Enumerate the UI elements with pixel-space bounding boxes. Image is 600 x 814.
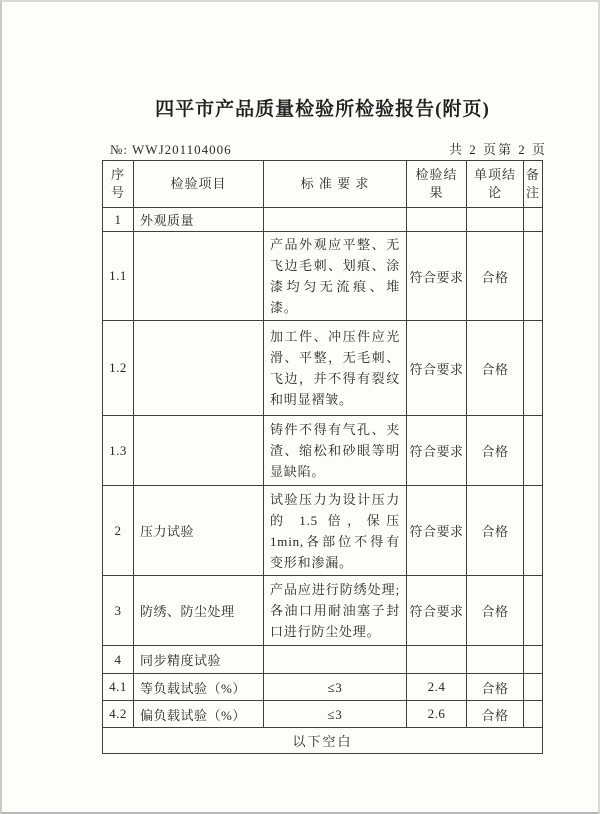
cell-standard: 加工件、冲压件应光滑、平整，无毛刺、飞边，并不得有裂纹和明显褶皱。 (264, 321, 407, 416)
cell-item: 防绣、防尘处理 (134, 576, 264, 646)
doc-meta-row (110, 139, 547, 158)
cell-note (524, 646, 543, 674)
cell-no: 1.3 (103, 416, 134, 486)
table-row (103, 486, 543, 576)
cell-result: 符合要求 (407, 576, 467, 646)
inspection-table (102, 160, 543, 754)
cell-conclusion: 合格 (467, 232, 524, 321)
table-row (103, 674, 543, 701)
cell-result: 符合要求 (407, 232, 467, 321)
cell-item: 等负载试验（%） (134, 674, 264, 701)
cell-standard (264, 208, 407, 232)
cell-result: 符合要求 (407, 321, 467, 416)
cell-result: 符合要求 (407, 486, 467, 576)
cell-no: 1 (103, 208, 134, 232)
cell-result: 2.6 (407, 701, 467, 728)
table-row (103, 576, 543, 646)
doc-number (110, 142, 232, 158)
cell-standard: 产品外观应平整、无飞边毛刺、划痕、涂漆均匀无流痕、堆漆。 (264, 232, 407, 321)
table-row (103, 416, 543, 486)
blank-below-label: 以下空白 (103, 728, 543, 754)
table-row (103, 321, 543, 416)
cell-no: 4.1 (103, 674, 134, 701)
cell-conclusion: 合格 (467, 576, 524, 646)
cell-standard: ≤3 (264, 701, 407, 728)
cell-item: 偏负载试验（%） (134, 701, 264, 728)
table-header-row (103, 161, 543, 208)
cell-note (524, 208, 543, 232)
doc-number-value: WWJ201104006 (132, 142, 232, 157)
header-no: 序号 (103, 161, 134, 208)
cell-conclusion: 合格 (467, 416, 524, 486)
cell-standard (264, 646, 407, 674)
cell-conclusion (467, 646, 524, 674)
cell-note (524, 486, 543, 576)
cell-no: 4.2 (103, 701, 134, 728)
cell-conclusion: 合格 (467, 486, 524, 576)
cell-no: 2 (103, 486, 134, 576)
cell-note (524, 232, 543, 321)
cell-standard: ≤3 (264, 674, 407, 701)
cell-item (134, 416, 264, 486)
cell-item (134, 321, 264, 416)
cell-standard: 铸件不得有气孔、夹渣、缩松和砂眼等明显缺陷。 (264, 416, 407, 486)
cell-note (524, 701, 543, 728)
doc-number-label: №: (110, 142, 129, 157)
cell-standard: 试验压力为设计压力的 1.5 倍，保压 1min,各部位不得有变形和渗漏。 (264, 486, 407, 576)
cell-standard: 产品应进行防绣处理;各油口用耐油塞子封口进行防尘处理。 (264, 576, 407, 646)
cell-note (524, 321, 543, 416)
cell-note (524, 576, 543, 646)
cell-no: 4 (103, 646, 134, 674)
cell-no: 1.1 (103, 232, 134, 321)
cell-result (407, 646, 467, 674)
cell-note (524, 674, 543, 701)
cell-item (134, 232, 264, 321)
cell-item: 压力试验 (134, 486, 264, 576)
cell-item: 同步精度试验 (134, 646, 264, 674)
table-row (103, 701, 543, 728)
cell-note (524, 416, 543, 486)
cell-result (407, 208, 467, 232)
cell-conclusion (467, 208, 524, 232)
cell-item: 外观质量 (134, 208, 264, 232)
table-row (103, 646, 543, 674)
page-count: 共 2 页第 2 页 (448, 142, 547, 157)
table-row (103, 232, 543, 321)
page-title: 四平市产品质量检验所检验报告(附页) (155, 99, 490, 120)
header-item: 检验项目 (134, 161, 264, 208)
table-footer-row (103, 728, 543, 754)
header-conclusion: 单项结论 (467, 161, 524, 208)
header-standard: 标 准 要 求 (264, 161, 407, 208)
cell-conclusion: 合格 (467, 321, 524, 416)
header-note: 备注 (524, 161, 543, 208)
cell-no: 3 (103, 576, 134, 646)
cell-result: 符合要求 (407, 416, 467, 486)
cell-conclusion: 合格 (467, 674, 524, 701)
cell-conclusion: 合格 (467, 701, 524, 728)
table-row (103, 208, 543, 232)
cell-result: 2.4 (407, 674, 467, 701)
cell-no: 1.2 (103, 321, 134, 416)
header-result: 检验结果 (407, 161, 467, 208)
